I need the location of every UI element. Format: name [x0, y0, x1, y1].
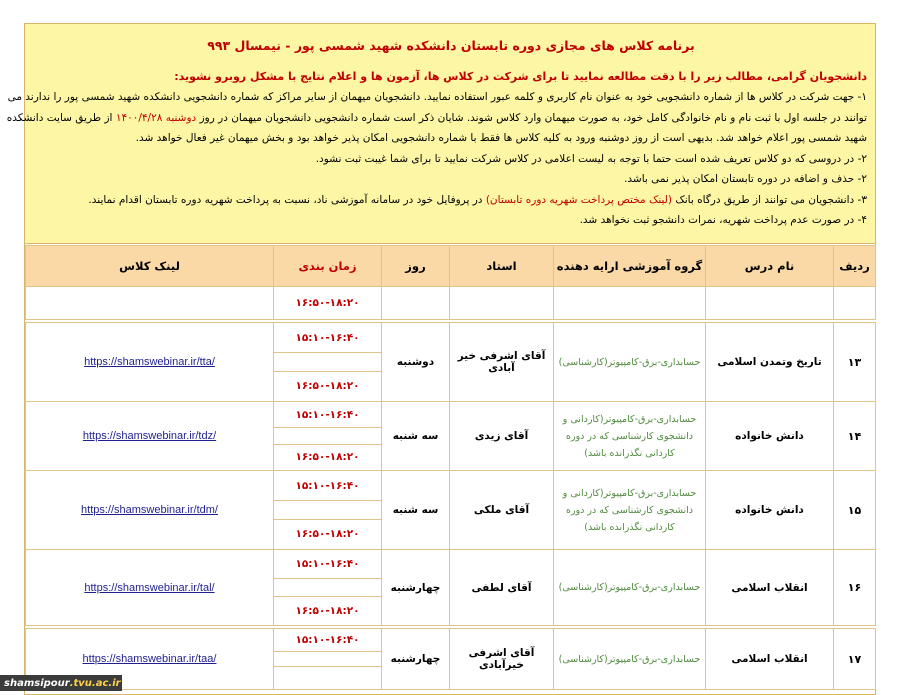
teacher-name: آقای زیدی	[450, 402, 554, 471]
header-row-number: ردیف	[834, 246, 876, 287]
schedule-frame	[6, 23, 876, 695]
header-course: نام درس	[706, 246, 834, 287]
table-row	[26, 550, 876, 626]
teacher-name: آقای اشرفی خیر آبادی	[450, 323, 554, 402]
time-slot: ۱۶:۵۰-۱۸:۲۰	[295, 604, 360, 617]
day: دوشنبه	[382, 323, 450, 402]
teacher-name: آقای اشرفی خیرآبادی	[450, 629, 554, 690]
group-name: حسابداری-برق-کامپیوتر(کارشناسی)	[554, 629, 706, 690]
table-row	[26, 629, 876, 690]
time-slot: ۱۶:۵۰-۱۸:۲۰	[295, 451, 360, 464]
header-link: لینک کلاس	[26, 246, 274, 287]
notice-subtitle: دانشجویان گرامی، مطالب زیر را با دقت مطالعه نمایید تا برای شرکت در کلاس ها، آزمون ها و اعلام نتایج با مشکل روبرو نشوید:	[174, 69, 867, 83]
notice-line-6: ۳- دانشجویان می توانند از طریق درگاه بانک (لینک مختص پرداخت شهریه دوره تابستان) در پروفایل خود در سامانه آموزشی ناد، نسبت به پرداخت شهریه دوره تابستان اقدام نمایند.	[88, 193, 867, 206]
row-number: ۱۳	[834, 323, 876, 402]
notice-line-1: ۱- جهت شرکت در کلاس ها از شماره دانشجویی خود به عنوان نام کاربری و کلمه عبور استفاده نمایید. دانشجویان میهمان از سایر مراکز که شماره دانشجویی دانشکده شهید شمسی پور را ندارند می	[7, 91, 867, 103]
time-slot: ۱۵:۱۰-۱۶:۴۰	[274, 550, 381, 579]
table-header-row	[26, 246, 876, 287]
schedule-table	[25, 245, 876, 690]
course-name: دانش خانواده	[706, 471, 834, 550]
time-slot: ۱۶:۵۰-۱۸:۲۰	[295, 528, 360, 541]
class-link[interactable]: https://shamswebinar.ir/taa/	[82, 653, 217, 665]
row-number: ۱۵	[834, 471, 876, 550]
header-time: زمان بندی	[274, 246, 382, 287]
teacher-name: آقای ملکی	[450, 471, 554, 550]
table-row	[26, 323, 876, 402]
time-slot: ۱۵:۱۰-۱۶:۴۰	[274, 471, 381, 501]
course-name: انقلاب اسلامی	[706, 629, 834, 690]
header-teacher: استاد	[450, 246, 554, 287]
class-link[interactable]: https://shamswebinar.ir/tal/	[84, 581, 215, 594]
day: سه شنبه	[382, 471, 450, 550]
site-watermark: shamsipour .tvu.ac.ir	[0, 675, 122, 691]
notice-line-7: ۴- در صورت عدم پرداخت شهریه، نمرات دانشجو ثبت نخواهد شد.	[579, 214, 867, 226]
class-link[interactable]: https://shamswebinar.ir/tdz/	[82, 430, 217, 442]
notice-date: دوشنبه ۱۴۰۰/۴/۲۸	[115, 111, 197, 124]
notice-line-4: ۲- در دروسی که دو کلاس تعریف شده است حتما با توجه به لیست اعلامی در کلاس شرکت نمایید تا برای شما غیبت ثبت نشود.	[315, 152, 867, 165]
table-row	[26, 287, 876, 320]
time-slot: ۱۵:۱۰-۱۶:۴۰	[274, 402, 381, 428]
header-group: گروه آموزشی ارایه دهنده	[554, 246, 706, 287]
notice-line-3: شهید شمسی پور اعلام خواهد شد. بدیهی است از روز دوشنبه ورود به کلیه کلاس ها فقط با شماره دانشجویی امکان پذیر خواهد بود و بخش میهمان غیر فعال خواهد شد.	[135, 132, 867, 144]
notice-box	[6, 24, 875, 244]
notice-line-5: ۲- حذف و اضافه در دوره تابستان امکان پذیر نمی باشد.	[624, 173, 867, 185]
group-name: حسابداری-برق-کامپیوتر(کاردانی و دانشجوی کارشناسی که در دوره کاردانی نگذرانده باشد)	[554, 471, 706, 550]
table-row	[26, 471, 876, 550]
course-name: انقلاب اسلامی	[706, 550, 834, 626]
course-name: دانش خانواده	[706, 402, 834, 471]
day: سه شنبه	[382, 402, 450, 471]
time-slot: ۱۵:۱۰-۱۶:۴۰	[274, 629, 381, 652]
time-slot: ۱۵:۱۰-۱۶:۴۰	[274, 323, 381, 353]
teacher-name: آقای لطفی	[450, 550, 554, 626]
class-link[interactable]: https://shamswebinar.ir/tdm/	[81, 504, 218, 516]
day: چهارشنبه	[382, 550, 450, 626]
header-day: روز	[382, 246, 450, 287]
course-name: تاریخ وتمدن اسلامی	[706, 323, 834, 402]
class-link[interactable]: https://shamswebinar.ir/tta/	[84, 356, 215, 368]
time-slot: ۱۶:۵۰-۱۸:۲۰	[295, 297, 360, 309]
row-number: ۱۴	[834, 402, 876, 471]
table-row	[26, 402, 876, 471]
group-name: حسابداری-برق-کامپیوتر(کارشناسی)	[554, 550, 706, 626]
group-name: حسابداری-برق-کامپیوتر(کاردانی و دانشجوی کارشناسی که در دوره کاردانی نگذرانده باشد)	[554, 402, 706, 471]
time-slot: ۱۶:۵۰-۱۸:۲۰	[295, 380, 360, 393]
row-number: ۱۷	[834, 629, 876, 690]
group-name: حسابداری-برق-کامپیوتر(کارشناسی)	[554, 323, 706, 402]
day: چهارشنبه	[382, 629, 450, 690]
page-title: برنامه کلاس های مجازی دوره تابستان دانشکده شهید شمسی پور - نیمسال ۹۹۳	[207, 38, 695, 53]
notice-line-2: توانند در جلسه اول با ثبت نام و نام خانوادگی کامل خود، به صورت میهمان وارد کلاس شوند. شایان ذکر است شماره دانشجویی دانشجویان میهمان در روز دوشنبه ۱۴۰۰/۴/۲۸ از طریق سایت دانشکده	[6, 111, 867, 124]
row-number: ۱۶	[834, 550, 876, 626]
payment-link-note: (لینک مختص پرداخت شهریه دوره تابستان)	[485, 193, 672, 206]
